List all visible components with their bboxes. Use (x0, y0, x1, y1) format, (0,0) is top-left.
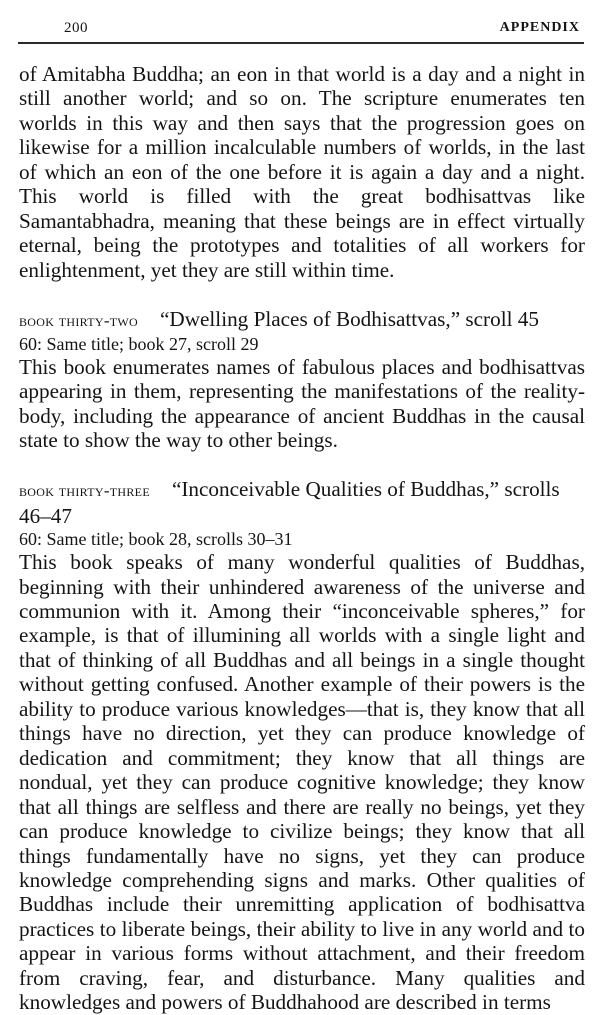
spacer (19, 282, 585, 306)
header-rule (18, 42, 584, 44)
entry-description: This book enumerates names of fabulous places and bodhisattvas appearing in them, representing the manifestations of the reality-body, including the appearance of ancient Buddhas in the causal state to show the way to other beings. (19, 354, 585, 453)
page-header (18, 16, 584, 42)
page-number: 200 (64, 20, 88, 36)
running-head: APPENDIX (499, 20, 580, 35)
entry-description: This book speaks of many wonderful qualities of Buddhas, beginning with their unhindered awareness of the universe and communion with it. Among their “inconceivable spheres,” for example, is that of illumining all worlds with a single light and that of thinking of all Buddhas and all beings in a single thought without getting confused. Another example of their powers is the ability to produce various knowledges—that is, they know that all things have no direction, yet they can produce knowledge of dedication and commitment; they know that all things are nondual, yet they can produce cognitive knowledge; they know that all things are selfless and there are really no beings, yet they can produce knowledge to civilize beings; they know that all things fundamentally have no signs, yet they can produce knowledge comprehending signs and marks. Other qualities of Buddhas include their unremitting application of bodhisattva practices to liberate beings, their ability to live in any world and to appear in various forms without attachment, and their freedom from craving, fear, and disturbance. Many qualities and knowledges and powers of Buddhahood are described in terms (19, 550, 585, 1015)
entry-heading (19, 477, 585, 528)
page-body (19, 62, 585, 1015)
entry-heading (19, 307, 585, 333)
continuation-paragraph: of Amitabha Buddha; an eon in that world is a day and a night in still another world; and so on. The scripture enumerates ten worlds in this way and then says that the progression goes on likewise for a million incalculable numbers of worlds, in the last of which an eon of the one before it is again a day and a night. This world is filled with the great bodhisattvas like Samantabhadra, meaning that these beings are in effect virtually eternal, being the prototypes and totalities of all workers for enlightenment, yet they are still within time. (19, 62, 585, 282)
book-title: “Inconceivable Qualities of Buddhas,” scrolls 46–47 (19, 477, 560, 528)
spacer (19, 453, 585, 477)
entry-book-thirty-two (19, 307, 585, 453)
cross-reference: 60: Same title; book 28, scrolls 30–31 (19, 529, 293, 550)
entry-book-thirty-three (19, 477, 585, 1015)
book-label: book thirty-two (19, 310, 139, 330)
cross-reference: 60: Same title; book 27, scroll 29 (19, 333, 259, 354)
book-label: book thirty-three (19, 481, 150, 501)
book-title: “Dwelling Places of Bodhisattvas,” scroll 45 (160, 306, 539, 331)
